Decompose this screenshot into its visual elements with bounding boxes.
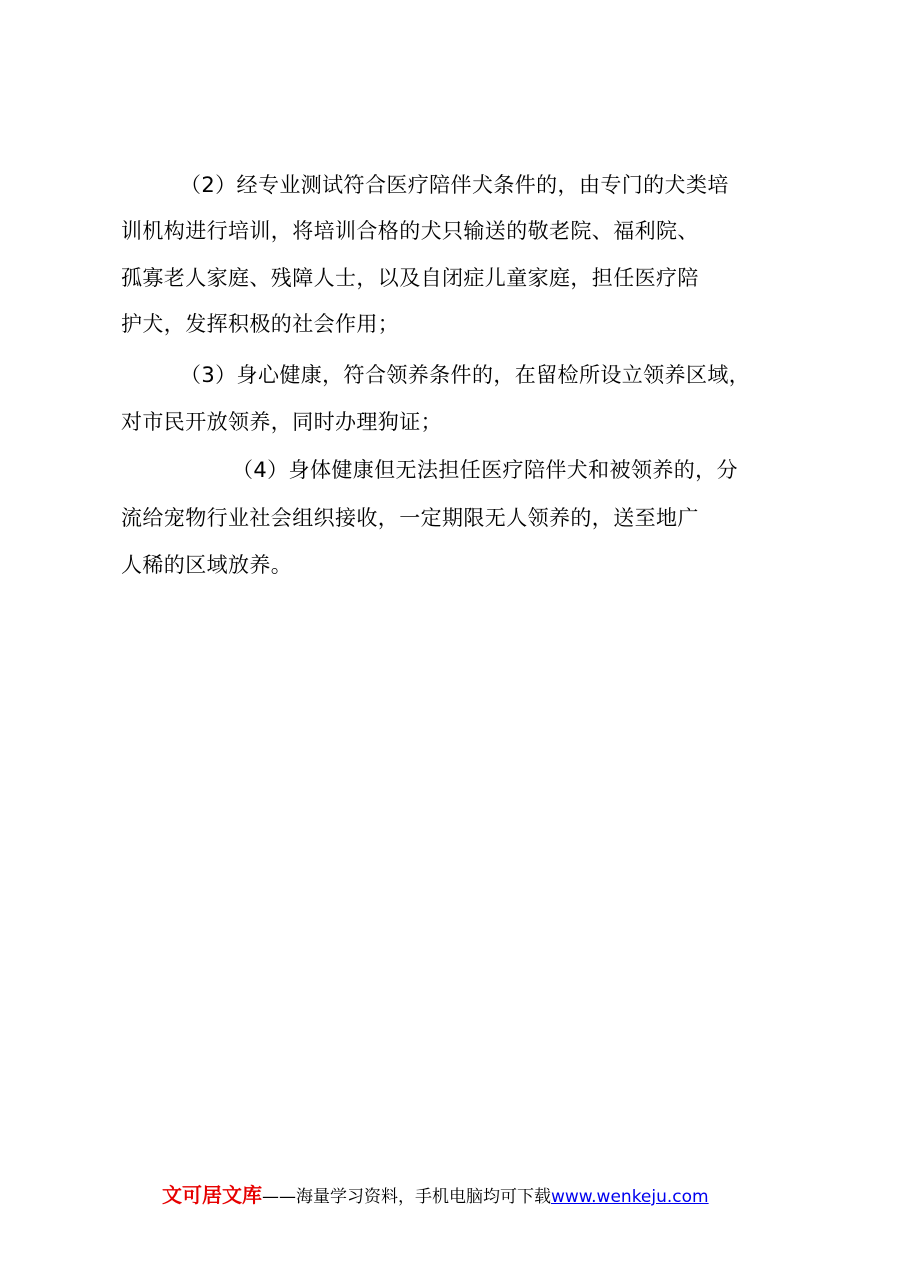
paragraph-4-line-3: 人稀的区域放养。 <box>121 553 293 577</box>
paragraph-3-line-1: （3）身心健康，符合领养条件的，在留检所设立领养区域， <box>180 363 751 387</box>
footer-slogan: ——海量学习资料，手机电脑均可下载 <box>262 1187 551 1207</box>
paragraph-4-line-1: （4）身体健康但无法担任医疗陪伴犬和被领养的，分 <box>232 458 738 482</box>
paragraph-2-line-4: 护犬，发挥积极的社会作用； <box>121 312 400 336</box>
footer-banner <box>162 1182 709 1210</box>
paragraph-2-line-2: 训机构进行培训，将培训合格的犬只输送的敬老院、福利院、 <box>121 219 699 243</box>
paragraph-3-line-2: 对市民开放领养，同时办理狗证； <box>121 410 442 434</box>
brand-name: 文可居文库 <box>162 1183 262 1207</box>
paragraph-2-line-1: （2）经专业测试符合医疗陪伴犬条件的，由专门的犬类培 <box>180 173 729 197</box>
paragraph-2-line-3: 孤寡老人家庭、残障人士，以及自闭症儿童家庭，担任医疗陪 <box>121 266 699 290</box>
website-link[interactable]: www.wenkeju.com <box>551 1187 709 1207</box>
paragraph-4-line-2: 流给宠物行业社会组织接收，一定期限无人领养的，送至地广 <box>121 506 699 530</box>
